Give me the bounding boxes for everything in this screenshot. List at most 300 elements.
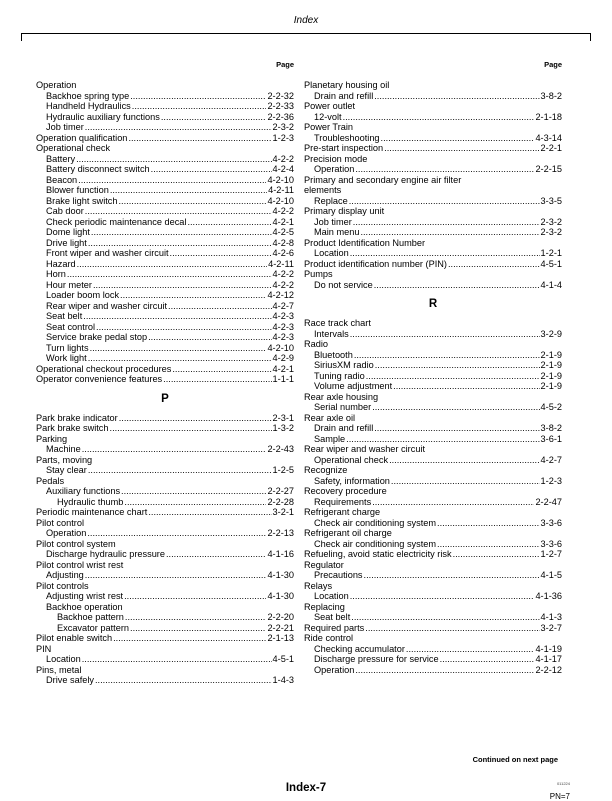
- dot-leader: [350, 329, 540, 340]
- entry-text: Troubleshooting: [314, 132, 380, 143]
- dot-leader: [375, 360, 540, 371]
- entry-text: Power outlet: [304, 101, 356, 111]
- section-letter: R: [428, 298, 438, 310]
- dot-leader: [187, 217, 271, 228]
- page-ref: 2-1-9: [540, 360, 562, 370]
- index-heading[interactable]: [36, 507, 294, 518]
- dot-leader: [350, 248, 540, 259]
- entry-text: Handheld Hydraulics: [46, 101, 131, 111]
- page-ref: 4-1-30: [267, 591, 294, 601]
- page-ref: 4-5-2: [540, 402, 562, 412]
- index-entry[interactable]: [304, 570, 562, 581]
- entry-text: Parts, moving: [36, 454, 93, 465]
- index-entry[interactable]: [304, 248, 562, 259]
- entry-text: Cab door: [46, 206, 84, 216]
- entry-text: PIN: [36, 643, 52, 654]
- entry-text: Pilot control wrist rest: [36, 559, 124, 570]
- dot-leader: [88, 465, 272, 476]
- index-heading: [304, 486, 562, 497]
- dot-leader: [437, 539, 540, 550]
- index-entry[interactable]: [304, 518, 562, 529]
- page-ref: 2-2-28: [267, 496, 294, 507]
- index-heading: [36, 581, 294, 592]
- entry-text: Seat belt: [314, 612, 351, 622]
- page-ref: 2-2-21: [267, 622, 294, 633]
- entry-text: Drive light: [46, 237, 87, 248]
- entry-text: Location: [314, 248, 349, 258]
- dot-leader: [351, 612, 539, 623]
- entry-text: Refrigerant charge: [304, 507, 381, 517]
- entry-text: Dome light: [46, 227, 90, 237]
- page-ref: 3-8-2: [540, 423, 562, 433]
- index-entry[interactable]: [304, 476, 562, 487]
- entry-text: Precautions: [314, 570, 363, 580]
- index-heading[interactable]: [36, 374, 294, 385]
- dot-leader: [161, 112, 267, 123]
- page-ref: 1-1-1: [272, 374, 294, 384]
- dot-leader: [372, 497, 534, 508]
- entry-text: Auxiliary functions: [46, 486, 121, 496]
- page-ref: 4-1-36: [535, 591, 562, 601]
- index-heading: [304, 528, 562, 539]
- entry-text: Horn: [46, 269, 66, 279]
- index-entry[interactable]: [36, 444, 294, 455]
- index-entry[interactable]: [36, 91, 294, 102]
- dot-leader: [91, 227, 272, 238]
- page-ref: 4-2-2: [272, 206, 294, 216]
- entry-text: Beacon: [46, 174, 78, 185]
- entry-text: Planetary housing oil: [304, 80, 390, 90]
- index-entry[interactable]: [36, 465, 294, 476]
- page-ref: 3-2-9: [540, 328, 562, 339]
- entry-text: Drive safely: [46, 675, 94, 685]
- page-ref: 4-2-7: [272, 300, 294, 311]
- dot-leader: [88, 353, 272, 364]
- entry-text: Operational check: [314, 454, 389, 465]
- dot-leader: [374, 423, 539, 434]
- dot-leader: [355, 665, 534, 676]
- index-entry[interactable]: [36, 269, 294, 280]
- page-ref: 2-2-36: [267, 111, 294, 122]
- index-heading: [36, 80, 294, 91]
- dot-leader: [90, 343, 267, 354]
- index-entry[interactable]: [36, 654, 294, 665]
- entry-text: elements: [304, 185, 342, 195]
- index-entry[interactable]: [36, 175, 294, 186]
- dot-leader: [95, 675, 272, 686]
- index-entry[interactable]: [36, 353, 294, 364]
- index-entry[interactable]: [36, 675, 294, 686]
- entry-text: Operation: [46, 528, 87, 538]
- entry-text: Pilot controls: [36, 580, 89, 591]
- index-entry[interactable]: [304, 381, 562, 392]
- index-entry[interactable]: [36, 301, 294, 312]
- entry-text: Recognize: [304, 465, 348, 475]
- page-ref: 2-2-43: [267, 444, 294, 454]
- index-heading: [304, 392, 562, 403]
- entry-text: Parking: [36, 433, 68, 444]
- index-entry[interactable]: [36, 528, 294, 539]
- page-ref: 4-1-17: [535, 654, 562, 664]
- dot-leader: [353, 217, 540, 228]
- page-ref: 2-2-20: [267, 612, 294, 622]
- entry-text: Operation: [314, 164, 355, 174]
- entry-text: Serial number: [314, 402, 372, 412]
- entry-text: Discharge hydraulic pressure: [46, 549, 165, 559]
- dot-leader: [148, 507, 271, 518]
- page-ref: 2-3-1: [272, 412, 294, 423]
- entry-text: Backhoe pattern: [57, 612, 124, 622]
- page-ref: 4-2-7: [540, 454, 562, 465]
- index-heading: [36, 434, 294, 445]
- entry-text: Location: [46, 654, 81, 664]
- index-entry[interactable]: [36, 322, 294, 333]
- page-ref: 2-1-9: [540, 370, 562, 381]
- entry-text: Replace: [314, 195, 348, 206]
- entry-text: Pilot control system: [36, 538, 116, 549]
- index-entry[interactable]: [36, 623, 294, 634]
- entry-text: Precision mode: [304, 153, 368, 164]
- index-entry[interactable]: [304, 434, 562, 445]
- index-entry[interactable]: [304, 217, 562, 228]
- page-ref: 2-1-13: [267, 633, 294, 643]
- entry-text: Product Identification Number: [304, 237, 426, 248]
- page-ref: 4-2-3: [272, 321, 294, 332]
- entry-text: 12-volt: [314, 111, 342, 122]
- index-heading: [304, 238, 562, 249]
- dot-leader: [120, 290, 266, 301]
- index-entry[interactable]: [36, 332, 294, 343]
- dot-leader: [85, 570, 267, 581]
- index-entry[interactable]: [304, 371, 562, 382]
- dot-leader: [393, 381, 539, 392]
- page-ref: 1-2-1: [540, 248, 562, 258]
- index-entry[interactable]: [36, 280, 294, 291]
- page-ref: 2-1-18: [535, 111, 562, 122]
- page-ref: 2-3-2: [540, 227, 562, 237]
- index-entry[interactable]: [36, 259, 294, 270]
- entry-text: Hydraulic auxiliary functions: [46, 111, 160, 122]
- index-heading[interactable]: [36, 133, 294, 144]
- entry-text: Ride control: [304, 633, 354, 643]
- index-heading[interactable]: [36, 413, 294, 424]
- entry-text: Park brake switch: [36, 423, 109, 433]
- index-entry[interactable]: [36, 122, 294, 133]
- index-entry[interactable]: [36, 486, 294, 497]
- dot-leader: [384, 143, 539, 154]
- index-entry[interactable]: [36, 101, 294, 112]
- index-entry[interactable]: [36, 311, 294, 322]
- entry-text: Battery disconnect switch: [46, 164, 150, 174]
- index-entry[interactable]: [36, 196, 294, 207]
- index-entry[interactable]: [304, 329, 562, 340]
- entry-text: Hydraulic thumb: [57, 496, 124, 507]
- index-entry[interactable]: [304, 644, 562, 655]
- index-entry[interactable]: [36, 343, 294, 354]
- dot-leader: [437, 518, 540, 529]
- index-heading: [304, 122, 562, 133]
- page-ref: 1-4-3: [272, 675, 294, 685]
- page-ref: 2-2-32: [267, 90, 294, 101]
- index-entry[interactable]: [36, 497, 294, 508]
- entry-text: Seat belt: [46, 311, 83, 321]
- header-rule-tick-right: [590, 33, 591, 41]
- entry-text: Relays: [304, 580, 333, 591]
- header-rule-tick-left: [21, 33, 22, 41]
- dot-leader: [77, 259, 268, 270]
- entry-text: Radio: [304, 339, 329, 349]
- index-entry[interactable]: [36, 164, 294, 175]
- page-ref: 4-2-4: [272, 164, 294, 174]
- entry-text: Battery: [46, 153, 76, 164]
- index-entry[interactable]: [304, 196, 562, 207]
- dot-leader: [343, 112, 535, 123]
- index-entry[interactable]: [36, 612, 294, 623]
- index-entry[interactable]: [36, 290, 294, 301]
- header-title: Index: [293, 15, 319, 26]
- index-heading[interactable]: [304, 143, 562, 154]
- index-entry[interactable]: [304, 591, 562, 602]
- dot-leader: [391, 476, 540, 487]
- index-entry[interactable]: [304, 280, 562, 291]
- dot-leader: [119, 413, 272, 424]
- entry-text: Loader boom lock: [46, 290, 120, 300]
- index-heading[interactable]: [304, 259, 562, 270]
- entry-text: Seat control: [46, 321, 96, 332]
- entry-text: Pins, metal: [36, 664, 82, 675]
- entry-text: Backhoe operation: [46, 601, 123, 612]
- page-ref: 4-2-10: [267, 195, 294, 206]
- page-ref: 2-2-27: [267, 486, 294, 496]
- dot-leader: [119, 196, 267, 207]
- page-ref: 4-2-9: [272, 353, 294, 363]
- index-entry[interactable]: [36, 570, 294, 581]
- page-column-label: Page: [544, 60, 562, 69]
- index-heading: [304, 581, 562, 592]
- index-heading: [304, 80, 562, 91]
- index-entry[interactable]: [304, 350, 562, 361]
- index-heading: [304, 101, 562, 112]
- index-entry[interactable]: [36, 112, 294, 123]
- page-ref: 4-1-19: [535, 643, 562, 654]
- index-entry[interactable]: [304, 133, 562, 144]
- page-ref: 2-2-47: [535, 496, 562, 507]
- entry-text: Rear wiper and washer circuit: [46, 300, 168, 311]
- index-entry[interactable]: [304, 665, 562, 676]
- entry-text: Volume adjustment: [314, 381, 393, 391]
- index-entry[interactable]: [304, 455, 562, 466]
- index-entry[interactable]: [304, 164, 562, 175]
- index-heading: [304, 465, 562, 476]
- page-ref: 4-2-11: [268, 185, 294, 195]
- page-ref: 4-3-14: [535, 132, 562, 143]
- index-entry[interactable]: [36, 217, 294, 228]
- entry-text: Check air conditioning system: [314, 517, 437, 528]
- index-entry[interactable]: [304, 654, 562, 665]
- page-ref: 2-2-12: [535, 664, 562, 675]
- dot-leader: [172, 364, 271, 375]
- entry-text: Safety, information: [314, 475, 390, 486]
- page-ref: 3-8-2: [540, 90, 562, 101]
- index-heading: [304, 154, 562, 165]
- entry-text: Adjusting wrist rest: [46, 591, 124, 601]
- dot-leader: [93, 280, 272, 291]
- page-ref: 4-2-1: [272, 216, 294, 227]
- page-ref: 3-2-7: [540, 622, 562, 633]
- index-heading[interactable]: [36, 423, 294, 434]
- entry-text: Operation: [314, 664, 355, 675]
- page-ref: 1-3-2: [272, 423, 294, 433]
- dot-leader: [389, 455, 539, 466]
- page-ref: 4-2-1: [272, 363, 294, 374]
- page-ref: 2-2-33: [267, 101, 294, 111]
- entry-text: Service brake pedal stop: [46, 332, 148, 342]
- index-entry[interactable]: [304, 402, 562, 413]
- page-ref: 1-2-7: [540, 549, 562, 559]
- dot-leader: [132, 101, 267, 112]
- index-heading[interactable]: [304, 623, 562, 634]
- entry-text: Machine: [46, 444, 81, 454]
- dot-leader: [350, 591, 535, 602]
- index-entry[interactable]: [304, 112, 562, 123]
- page-ref: 4-2-3: [272, 332, 294, 342]
- entry-text: Rear axle housing: [304, 391, 379, 402]
- page-column-label: Page: [276, 60, 294, 69]
- entry-text: Discharge pressure for service: [314, 654, 439, 664]
- dot-leader: [349, 196, 540, 207]
- page-ref: 4-2-11: [268, 258, 294, 269]
- dot-leader: [440, 654, 535, 665]
- page-ref: 4-5-1: [540, 258, 562, 269]
- index-entry[interactable]: [304, 539, 562, 550]
- index-column-right: [304, 60, 562, 675]
- page-ref: 1-2-3: [272, 132, 294, 143]
- index-entry[interactable]: [36, 238, 294, 249]
- entry-text: Primary display unit: [304, 206, 385, 216]
- page-ref: 4-1-30: [267, 570, 294, 580]
- entry-text: Required parts: [304, 622, 365, 633]
- index-entry[interactable]: [36, 248, 294, 259]
- page-ref: 2-3-2: [540, 216, 562, 227]
- entry-text: Pilot enable switch: [36, 633, 113, 643]
- entry-text: Periodic maintenance chart: [36, 507, 148, 517]
- index-heading: [36, 665, 294, 676]
- index-heading: [36, 539, 294, 550]
- continued-note: Continued on next page: [472, 755, 558, 764]
- entry-text: Product identification number (PIN): [304, 258, 447, 269]
- page-ref: 4-2-10: [267, 342, 294, 353]
- index-entry[interactable]: [36, 206, 294, 217]
- dot-leader: [374, 280, 540, 291]
- entry-text: Operational checkout procedures: [36, 363, 172, 374]
- page-ref: 4-2-12: [267, 290, 294, 300]
- dot-leader: [163, 374, 271, 385]
- entry-text: Pedals: [36, 475, 65, 486]
- index-heading[interactable]: [304, 549, 562, 560]
- index-entry[interactable]: [304, 423, 562, 434]
- dot-leader: [366, 371, 540, 382]
- entry-text: Brake light switch: [46, 195, 118, 206]
- dot-leader: [168, 301, 272, 312]
- header-rule: [21, 33, 591, 34]
- page-ref: 4-5-1: [272, 654, 294, 664]
- page-ref: 4-2-2: [272, 153, 294, 164]
- page-ref: 4-2-8: [272, 237, 294, 248]
- index-entry[interactable]: [304, 91, 562, 102]
- entry-text: Front wiper and washer circuit: [46, 248, 169, 258]
- index-heading: [36, 518, 294, 529]
- entry-text: Refueling, avoid static electricity risk: [304, 549, 452, 559]
- entry-text: Check air conditioning system: [314, 538, 437, 549]
- index-heading: [304, 507, 562, 518]
- index-entry: [36, 602, 294, 613]
- index-heading[interactable]: [36, 364, 294, 375]
- index-entry[interactable]: [304, 497, 562, 508]
- index-heading: [304, 318, 562, 329]
- index-heading: [304, 560, 562, 571]
- index-heading: [36, 644, 294, 655]
- page-ref: 3-3-6: [540, 517, 562, 528]
- entry-text: Regulator: [304, 559, 344, 570]
- index-entry[interactable]: [36, 549, 294, 560]
- index-entry[interactable]: [36, 185, 294, 196]
- entry-text: Checking accumulator: [314, 643, 405, 654]
- entry-text: Intervals: [314, 328, 349, 339]
- entry-text: Do not service: [314, 279, 373, 290]
- index-heading: [36, 143, 294, 154]
- page-ref: 2-2-15: [535, 164, 562, 174]
- entry-text: Primary and secondary engine air filter: [304, 174, 462, 185]
- page-ref: 2-3-2: [272, 122, 294, 132]
- entry-text: Turn lights: [46, 342, 89, 353]
- entry-text: Bluetooth: [314, 349, 353, 360]
- index-entry[interactable]: [304, 612, 562, 623]
- dot-leader: [121, 486, 266, 497]
- page-ref: 4-1-5: [540, 570, 562, 580]
- index-column-left: [36, 60, 294, 686]
- page-ref: 3-3-6: [540, 538, 562, 549]
- index-heading: [304, 175, 562, 186]
- index-heading[interactable]: [36, 633, 294, 644]
- dot-leader: [96, 322, 272, 333]
- entry-text: Race track chart: [304, 318, 371, 328]
- page-ref: 4-2-6: [272, 248, 294, 258]
- entry-text: Refrigerant oil charge: [304, 528, 392, 538]
- dot-leader: [151, 164, 272, 175]
- page-ref: 4-2-10: [267, 174, 294, 185]
- index-entry[interactable]: [36, 591, 294, 602]
- index-entry[interactable]: [304, 360, 562, 371]
- entry-text: Pilot control: [36, 517, 85, 528]
- index-entry[interactable]: [304, 227, 562, 238]
- entry-text: Work light: [46, 353, 87, 363]
- index-heading: [304, 444, 562, 455]
- page-ref: 2-2-1: [540, 143, 562, 153]
- entry-text: Operation: [36, 80, 77, 90]
- entry-text: Job timer: [314, 216, 352, 227]
- index-heading: [36, 476, 294, 487]
- index-heading: [304, 185, 562, 196]
- entry-text: SiriusXM radio: [314, 360, 374, 370]
- entry-text: Sample: [314, 433, 346, 444]
- index-entry[interactable]: [36, 154, 294, 165]
- page-ref: 4-2-2: [272, 269, 294, 279]
- dot-leader: [67, 269, 272, 280]
- entry-text: Operation qualification: [36, 132, 128, 143]
- dot-leader: [381, 133, 535, 144]
- page-ref: 3-2-1: [272, 507, 294, 517]
- index-entry[interactable]: [36, 227, 294, 238]
